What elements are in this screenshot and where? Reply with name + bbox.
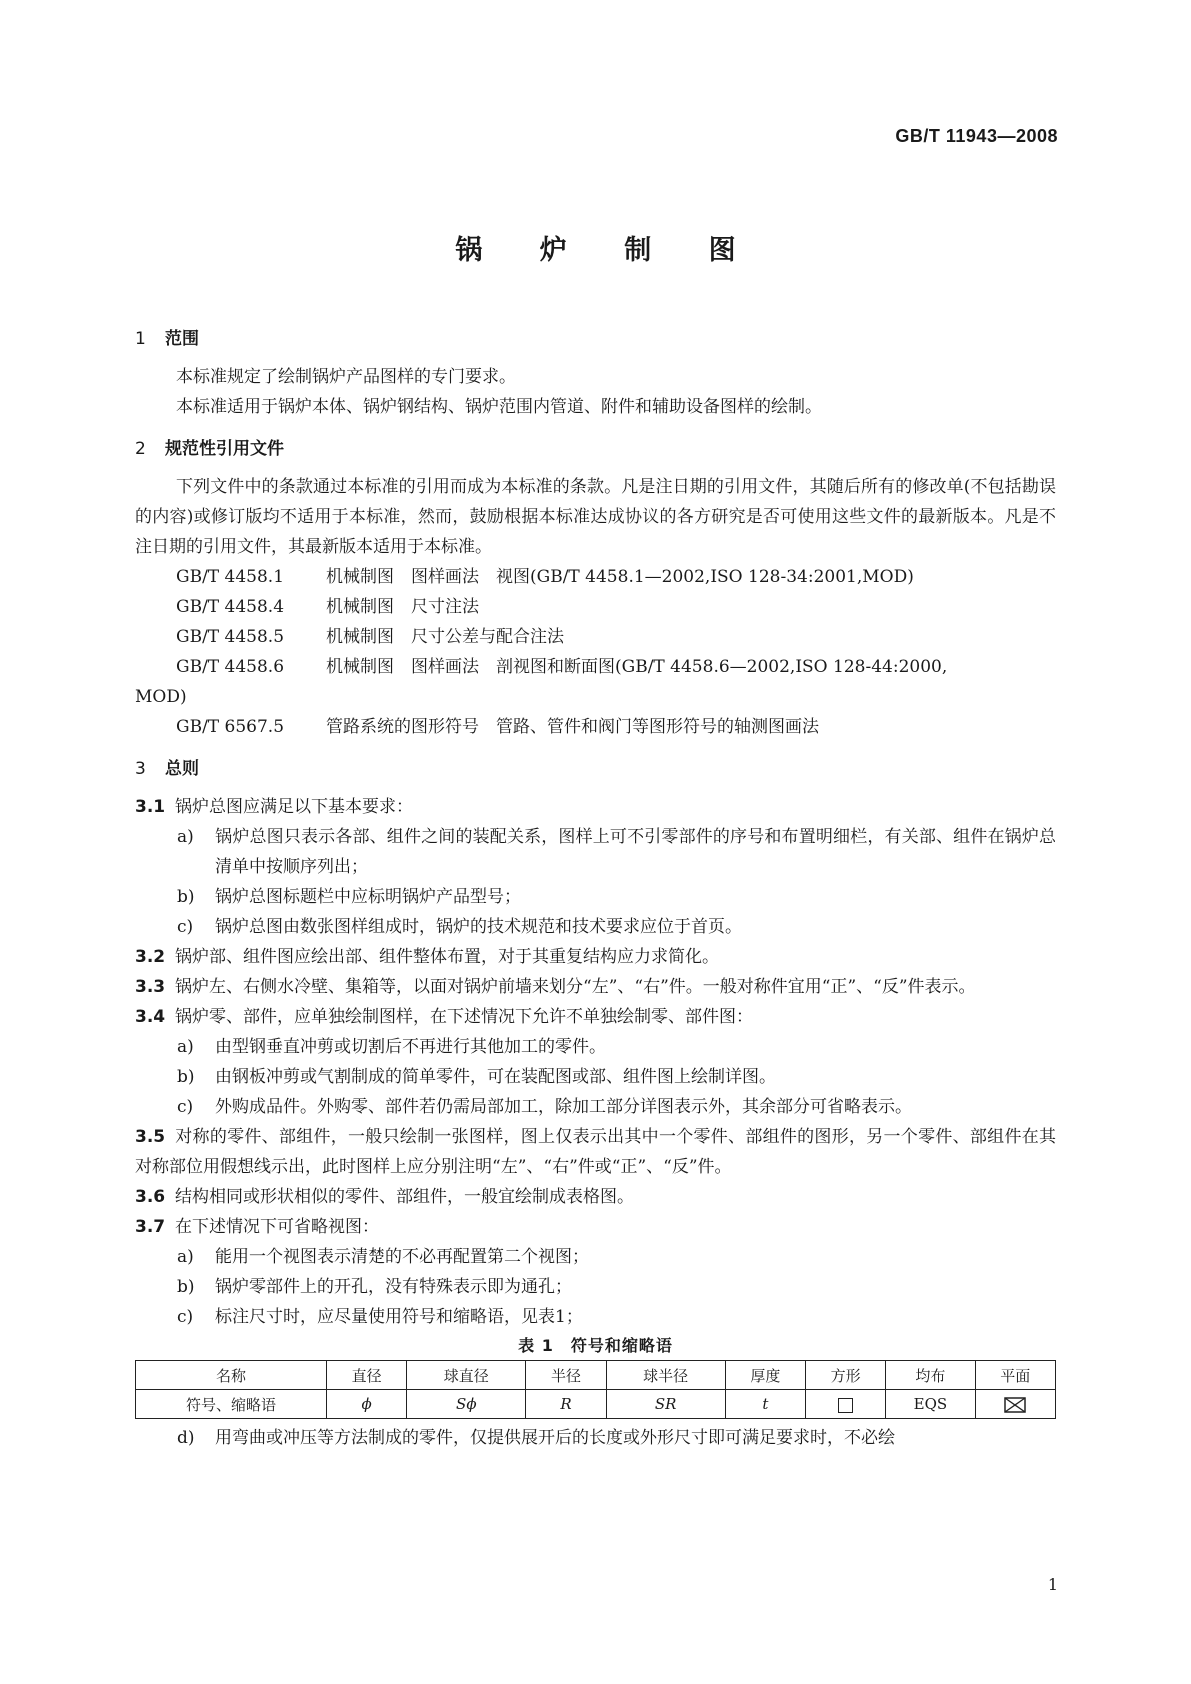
reference-code: GB/T 4458.6	[176, 657, 285, 677]
section-number: 2	[135, 439, 146, 459]
page-number: 1	[1047, 1575, 1058, 1594]
list-item	[135, 1423, 1056, 1453]
item-text: 锅炉总图由数张图样组成时，锅炉的技术规范和技术要求应位于首页。	[215, 917, 742, 937]
table-cell: 平面	[975, 1361, 1055, 1390]
item-marker: c)	[177, 917, 194, 937]
item-text: 外购成品件。外购零、部件若仍需局部加工，除加工部分详图表示外，其余部分可省略表示。	[215, 1097, 912, 1117]
clause-number: 3.1	[135, 797, 166, 817]
list-item	[135, 1032, 1056, 1062]
reference-item	[135, 712, 1056, 742]
table-cell	[975, 1390, 1055, 1419]
standard-number: GB/T 11943—2008	[895, 126, 1058, 146]
section-title: 范围	[165, 329, 199, 349]
section-title: 总则	[165, 759, 199, 779]
list-item	[135, 1242, 1056, 1272]
item-text: 能用一个视图表示清楚的不必再配置第二个视图；	[215, 1247, 589, 1267]
list-item	[135, 912, 1056, 942]
reference-code: GB/T 4458.1	[176, 567, 285, 587]
reference-title: 管路系统的图形符号 管路、管件和阀门等图形符号的轴测图画法	[326, 717, 819, 737]
item-text: 由型钢垂直冲剪或切割后不再进行其他加工的零件。	[215, 1037, 606, 1057]
paragraph: 本标准适用于锅炉本体、锅炉钢结构、锅炉范围内管道、附件和辅助设备图样的绘制。	[176, 397, 822, 417]
symbols-table	[135, 1360, 1056, 1419]
table-cell: Sϕ	[407, 1390, 526, 1419]
table-row	[136, 1390, 1056, 1419]
item-marker: c)	[177, 1307, 194, 1327]
clause-3-5	[135, 1122, 1056, 1182]
section-number: 1	[135, 329, 146, 349]
clause-3-1	[135, 792, 1056, 822]
reference-title: 机械制图 尺寸公差与配合注法	[326, 627, 564, 647]
item-text: 锅炉零部件上的开孔，没有特殊表示即为通孔；	[215, 1277, 572, 1297]
item-marker: b)	[177, 1277, 195, 1297]
reference-code: GB/T 4458.5	[176, 627, 285, 647]
item-marker: b)	[177, 887, 195, 907]
table-cell: 直径	[327, 1361, 407, 1390]
item-marker: b)	[177, 1067, 195, 1087]
paragraph: 本标准规定了绘制锅炉产品图样的专门要求。	[176, 367, 516, 387]
item-marker: a)	[177, 1037, 194, 1057]
clause-text: 对称的零件、部组件，一般只绘制一张图样，图上仅表示出其中一个零件、部组件的图形，另一个零件、部组件在其对称部位用假想线示出，此时图样上应分别注明“左”、“右”件或“正”、“反”件。	[135, 1127, 1056, 1177]
clause-number: 3.4	[135, 1007, 166, 1027]
item-text: 锅炉总图只表示各部、组件之间的装配关系，图样上可不引零部件的序号和布置明细栏，有关部、组件在锅炉总清单中按顺序列出；	[215, 827, 1056, 877]
table-header-row	[136, 1361, 1056, 1390]
clause-text: 锅炉部、组件图应绘出部、组件整体布置，对于其重复结构应力求简化。	[175, 947, 719, 967]
table-cell: t	[725, 1390, 805, 1419]
document-body	[135, 324, 1056, 1453]
table-cell: SR	[606, 1390, 725, 1419]
list-item	[135, 822, 1056, 882]
section-3-heading	[135, 754, 1056, 784]
item-marker: a)	[177, 827, 194, 847]
list-item	[135, 1302, 1056, 1332]
reference-code: GB/T 6567.5	[176, 717, 285, 737]
square-icon	[838, 1398, 853, 1413]
section-1-heading	[135, 324, 1056, 354]
clause-3-6	[135, 1182, 1056, 1212]
section-2-heading	[135, 434, 1056, 464]
table-cell: 球直径	[407, 1361, 526, 1390]
item-text: 用弯曲或冲压等方法制成的零件，仅提供展开后的长度或外形尺寸即可满足要求时，不必绘	[215, 1428, 895, 1448]
document-title: 锅 炉 制 图	[455, 235, 760, 266]
reference-title: 机械制图 尺寸注法	[326, 597, 479, 617]
reference-item	[135, 562, 1056, 592]
table-cell	[805, 1390, 885, 1419]
clause-number: 3.2	[135, 947, 166, 967]
reference-continuation: MOD)	[135, 687, 187, 707]
clause-text: 结构相同或形状相似的零件、部组件，一般宜绘制成表格图。	[175, 1187, 634, 1207]
clause-3-7	[135, 1212, 1056, 1242]
clause-text: 在下述情况下可省略视图：	[175, 1217, 379, 1237]
table-cell: 名称	[136, 1361, 327, 1390]
item-marker: d)	[177, 1428, 195, 1448]
item-marker: a)	[177, 1247, 194, 1267]
clause-number: 3.3	[135, 977, 166, 997]
paragraph: 下列文件中的条款通过本标准的引用而成为本标准的条款。凡是注日期的引用文件，其随后所有的修改单(不包括勘误的内容)或修订版均不适用于本标准，然而，鼓励根据本标准达成协议的各方研究是否可使用这些文件的最新版本。凡是不注日期的引用文件，其最新版本适用于本标准。	[135, 477, 1056, 557]
list-item	[135, 1062, 1056, 1092]
clause-3-2	[135, 942, 1056, 972]
item-marker: c)	[177, 1097, 194, 1117]
clause-number: 3.7	[135, 1217, 166, 1237]
reference-title: 机械制图 图样画法 剖视图和断面图(GB/T 4458.6—2002,ISO 128-44:2000,	[326, 657, 948, 677]
reference-code: GB/T 4458.4	[176, 597, 285, 617]
clause-3-3	[135, 972, 1056, 1002]
table-cell: 方形	[805, 1361, 885, 1390]
table-cell: 符号、缩略语	[136, 1390, 327, 1419]
clause-text: 锅炉左、右侧水冷壁、集箱等，以面对锅炉前墙来划分“左”、“右”件。一般对称件宜用“正”、“反”件表示。	[175, 977, 976, 997]
reference-item	[135, 592, 1056, 622]
list-item	[135, 882, 1056, 912]
clause-3-4	[135, 1002, 1056, 1032]
table-cell: 半径	[526, 1361, 606, 1390]
reference-title: 机械制图 图样画法 视图(GB/T 4458.1—2002,ISO 128-34:2001,MOD)	[326, 567, 914, 587]
table-cell: 球半径	[606, 1361, 725, 1390]
clause-number: 3.6	[135, 1187, 166, 1207]
reference-item	[135, 652, 1056, 682]
item-text: 由钢板冲剪或气割制成的简单零件，可在装配图或部、组件图上绘制详图。	[215, 1067, 776, 1087]
list-item	[135, 1272, 1056, 1302]
table-cell: 均布	[886, 1361, 975, 1390]
table-cell: 厚度	[725, 1361, 805, 1390]
reference-item	[135, 622, 1056, 652]
clause-text: 锅炉总图应满足以下基本要求：	[175, 797, 413, 817]
table-cell: ϕ	[327, 1390, 407, 1419]
list-item	[135, 1092, 1056, 1122]
table-title: 表 1 符号和缩略语	[518, 1336, 673, 1355]
crossed-box-icon	[1004, 1397, 1026, 1413]
item-text: 锅炉总图标题栏中应标明锅炉产品型号；	[215, 887, 521, 907]
item-text: 标注尺寸时，应尽量使用符号和缩略语，见表1；	[215, 1307, 583, 1327]
section-title: 规范性引用文件	[165, 439, 284, 459]
clause-text: 锅炉零、部件，应单独绘制图样，在下述情况下允许不单独绘制零、部件图：	[175, 1007, 753, 1027]
table-cell: R	[526, 1390, 606, 1419]
clause-number: 3.5	[135, 1127, 166, 1147]
table-cell: EQS	[886, 1390, 975, 1419]
section-number: 3	[135, 759, 146, 779]
